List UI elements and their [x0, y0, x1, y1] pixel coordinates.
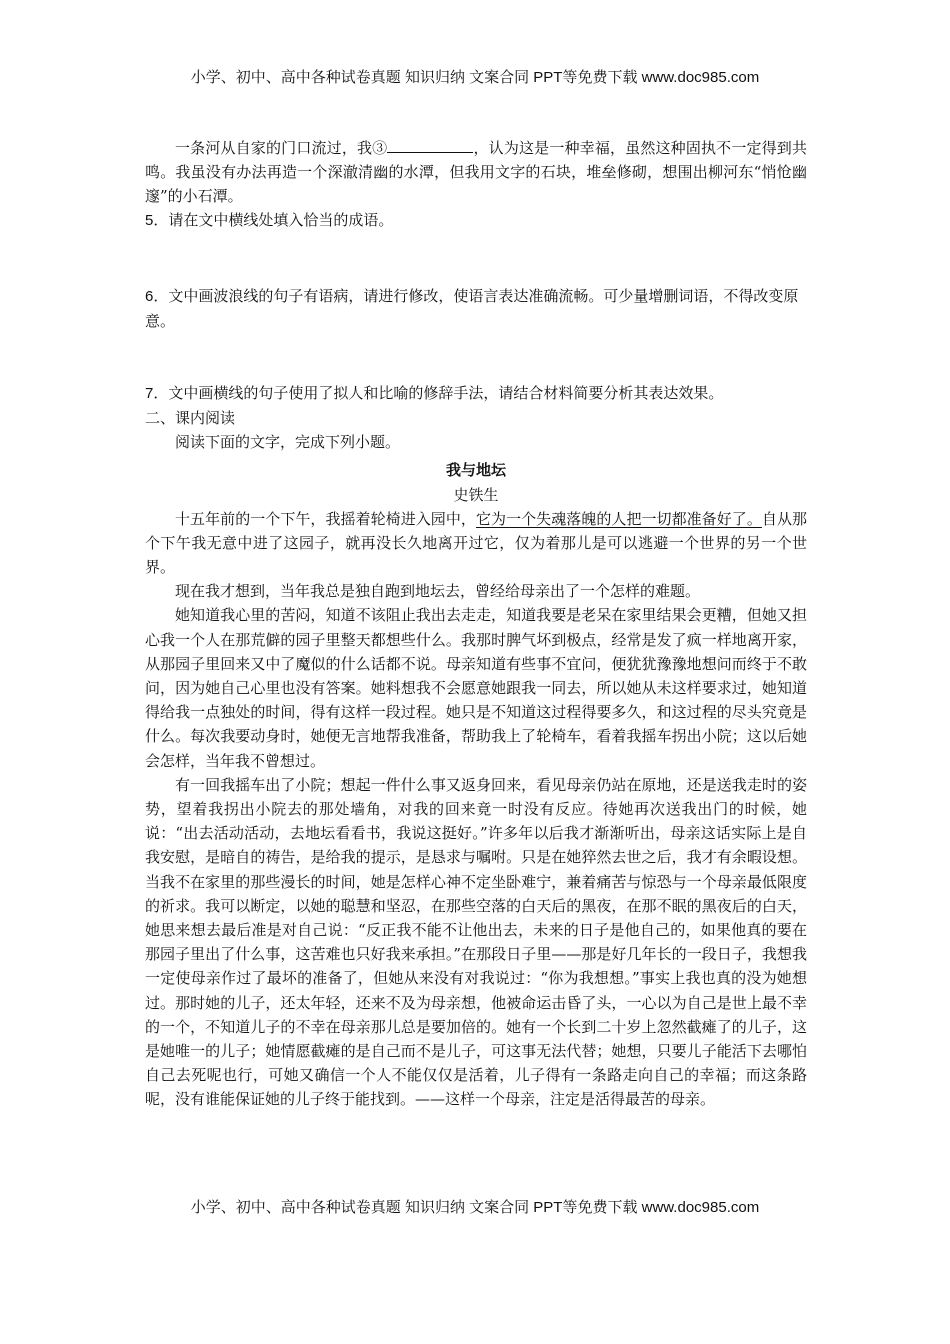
- intro-text-1: 一条河从自家的门口流过，我③: [175, 139, 388, 157]
- passage-paragraph-2: 现在我才想到，当年我总是独自跑到地坛去，曾经给母亲出了一个怎样的难题。: [175, 582, 701, 601]
- passage-paragraph-1: [145, 507, 807, 580]
- intro-text-2: ，认为这是一种幸福，虽然这种固执不一定得到共鸣。我虽没有办法再造一个深澈清幽的水潭，但我用文字的石块，堆垒修砌，想围出柳河东“悄怆幽邃”的小石潭。: [145, 139, 807, 206]
- reading-instruction: 阅读下面的文字，完成下列小题。: [175, 433, 401, 451]
- question-5: 5．请在文中横线处填入恰当的成语。: [145, 211, 394, 229]
- passage-paragraph-3: 她知道我心里的苦闷，知道不该阻止我出去走走，知道我要是老呆在家里结果会更糟，但她又担心我一个人在那荒僻的园子里整天都想些什么。我那时脾气坏到极点，经常是发了疯一样地离开家，从那园子里回来又中了魔似的什么话都不说。母亲知道有些事不宜问，便犹犹豫豫地想问而终于不敢问，因为她自己心里也没有答案。她料想我不会愿意她跟我一同去，所以她从未这样要求过，她知道得给我一点独处的时间，得有这样一段过程。她只是不知道这过程得要多久，和这过程的尽头究竟是什么。每次我要动身时，她便无言地帮我准备，帮助我上了轮椅车，看着我摇车拐出小院；这以后她会怎样，当年我不曾想过。: [145, 606, 807, 770]
- section-heading: 二、课内阅读: [145, 409, 236, 427]
- passage-title: 我与地坛: [445, 460, 506, 479]
- page-header: 小学、初中、高中各种试卷真题 知识归纳 文案合同 PPT等免费下载 www.doc985.com: [190, 69, 760, 86]
- p1-text-b: 自从那个下午我无意中进了这园子，就再没长久地离开过它，仅为着那儿是可以逃避一个世界的另一个世界。: [145, 509, 807, 577]
- question-6: 6．文中画波浪线的句子有语病，请进行修改，使语言表达准确流畅。可少量增删词语，不得改变原意。: [145, 288, 799, 330]
- question-7: 7．文中画横线的句子使用了拟人和比喻的修辞手法，请结合材料简要分析其表达效果。: [145, 385, 724, 403]
- document-body: [145, 136, 807, 1112]
- underlined-sentence: 它为一个失魂落魄的人把一切都准备好了。: [475, 509, 762, 528]
- passage-author: 史铁生: [453, 485, 499, 504]
- intro-paragraph: [145, 136, 807, 209]
- p1-text-a: 十五年前的一个下午，我摇着轮椅进入园中，: [175, 509, 476, 528]
- passage-paragraph-4: 有一回我摇车出了小院；想起一件什么事又返身回来，看见母亲仍站在原地，还是送我走时的姿势，望着我拐出小院去的那处墙角，对我的回来竟一时没有反应。待她再次送我出门的时候，她说：“出去活动活动，去地坛看看书，我说这挺好。”许多年以后我才渐渐听出，母亲这话实际上是自我安慰，是暗自的祷告，是给我的提示，是恳求与嘱咐。只是在她猝然去世之后，我才有余暇设想。当我不在家里的那些漫长的时间，她是怎样心神不定坐卧难宁，兼着痛苦与惊恐与一个母亲最低限度的祈求。我可以断定，以她的聪慧和坚忍，在那些空落的白天后的黑夜，在那不眠的黑夜后的白天，她思来想去最后准是对自己说：“反正我不能不让他出去，未来的日子是他自己的，如果他真的要在那园子里出了什么事，这苦难也只好我来承担。”在那段日子里——那是好几年长的一段日子，我想我一定使母亲作过了最坏的准备了，但她从来没有对我说过：“你为我想想。”事实上我也真的没为她想过。那时她的儿子，还太年轻，还来不及为母亲想，他被命运击昏了头，一心以为自己是世上最不幸的一个，不知道儿子的不幸在母亲那儿总是要加倍的。她有一个长到二十岁上忽然截瘫了的儿子，这是她唯一的儿子；她情愿截瘫的是自己而不是儿子，可这事无法代替；她想，只要儿子能活下去哪怕自己去死呢也行，可她又确信一个人不能仅仅是活着，儿子得有一条路走向自己的幸福；而这条路呢，没有谁能保证她的儿子终于能找到。——这样一个母亲，注定是活得最苦的母亲。: [145, 775, 807, 1109]
- fill-blank: [387, 138, 473, 153]
- page-footer: 小学、初中、高中各种试卷真题 知识归纳 文案合同 PPT等免费下载 www.doc985.com: [190, 1199, 760, 1216]
